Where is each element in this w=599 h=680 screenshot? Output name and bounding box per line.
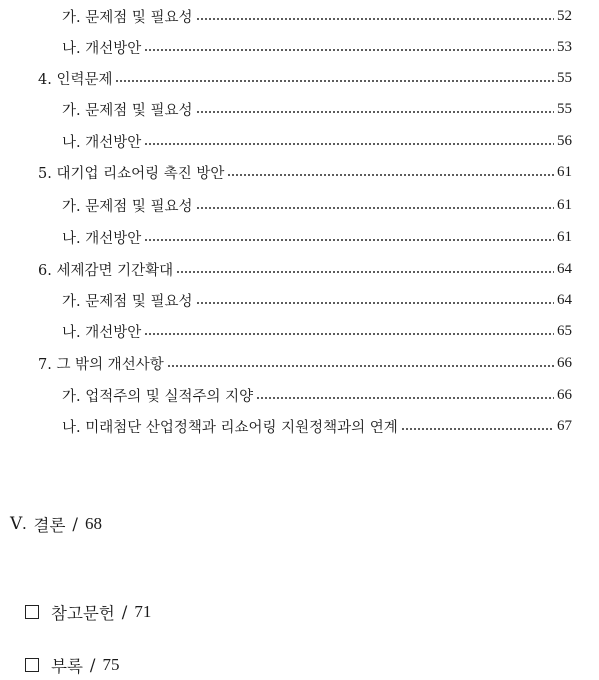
references-title: 참고문헌 [51, 604, 115, 623]
appendix-page: 75 [102, 655, 120, 674]
toc-entry-page: 65 [557, 322, 572, 339]
dot-leader [144, 239, 554, 241]
dot-leader [167, 365, 554, 367]
toc-section[interactable] [38, 258, 572, 280]
dot-leader [196, 18, 555, 20]
dot-leader [196, 302, 555, 304]
references-page: 71 [134, 602, 152, 621]
toc-entry-page: 52 [557, 7, 572, 24]
toc-section-label: 7. 그 밖의 개선사항 [38, 356, 164, 373]
dot-leader [115, 80, 554, 82]
toc-entry-label: 가. 업적주의 및 실적주의 지양 [62, 388, 254, 405]
toc-section-page: 61 [557, 163, 572, 180]
toc-entry-label: 나. 개선방안 [62, 134, 142, 151]
toc-entry-label: 가. 문제점 및 필요성 [62, 198, 193, 215]
references-separator: / [121, 602, 128, 622]
toc-entry[interactable] [62, 320, 572, 342]
toc-section[interactable] [38, 67, 572, 89]
toc-entry-page: 55 [557, 100, 572, 117]
chapter-page: 68 [84, 514, 102, 533]
dot-leader [144, 49, 554, 51]
toc-section[interactable] [38, 352, 572, 374]
toc-entry-page: 61 [557, 228, 572, 245]
chapter-separator: / [72, 514, 78, 534]
toc-entry-label: 나. 개선방안 [62, 324, 142, 341]
toc-chapter-conclusion[interactable] [10, 512, 102, 536]
dot-leader [256, 397, 554, 399]
toc-entry[interactable] [62, 415, 572, 437]
toc-entry-page: 67 [557, 417, 572, 434]
toc-section[interactable] [38, 161, 572, 183]
toc-entry-label: 가. 문제점 및 필요성 [62, 102, 193, 119]
chapter-number: Ⅴ. [10, 514, 27, 533]
toc-entry-page: 66 [557, 386, 572, 403]
dot-leader [227, 174, 554, 176]
toc-references[interactable] [25, 600, 151, 624]
toc-section-label: 4. 인력문제 [38, 71, 113, 88]
toc-entry-label: 나. 개선방안 [62, 230, 142, 247]
appendix-separator: / [89, 655, 96, 675]
dot-leader [144, 143, 554, 145]
appendix-title: 부록 [51, 657, 83, 676]
toc-entry-page: 64 [557, 291, 572, 308]
toc-entry[interactable] [62, 384, 572, 406]
empty-square-icon [25, 658, 39, 672]
toc-entry-label: 나. 미래첨단 산업정책과 리쇼어링 지원정책과의 연계 [62, 419, 398, 436]
toc-entry[interactable] [62, 36, 572, 58]
toc-section-page: 64 [557, 260, 572, 277]
toc-section-page: 55 [557, 69, 572, 86]
toc-entry-page: 56 [557, 132, 572, 149]
toc-section-page: 66 [557, 354, 572, 371]
toc-entry[interactable] [62, 98, 572, 120]
toc-entry-page: 53 [557, 38, 572, 55]
toc-entry[interactable] [62, 194, 572, 216]
toc-entry[interactable] [62, 226, 572, 248]
dot-leader [196, 111, 555, 113]
toc-appendix[interactable] [25, 653, 119, 677]
toc-section-label: 6. 세제감면 기간확대 [38, 262, 174, 279]
toc-entry[interactable] [62, 130, 572, 152]
toc-entry-label: 나. 개선방안 [62, 40, 142, 57]
dot-leader [401, 428, 554, 430]
dot-leader [196, 207, 555, 209]
toc-entry-label: 가. 문제점 및 필요성 [62, 9, 193, 26]
chapter-title: 결론 [33, 516, 66, 535]
empty-square-icon [25, 605, 39, 619]
toc-entry[interactable] [62, 289, 572, 311]
dot-leader [144, 333, 554, 335]
toc-entry-label: 가. 문제점 및 필요성 [62, 293, 193, 310]
dot-leader [176, 271, 554, 273]
toc-entry-page: 61 [557, 196, 572, 213]
toc-entry[interactable] [62, 5, 572, 27]
toc-section-label: 5. 대기업 리쇼어링 촉진 방안 [38, 165, 225, 182]
